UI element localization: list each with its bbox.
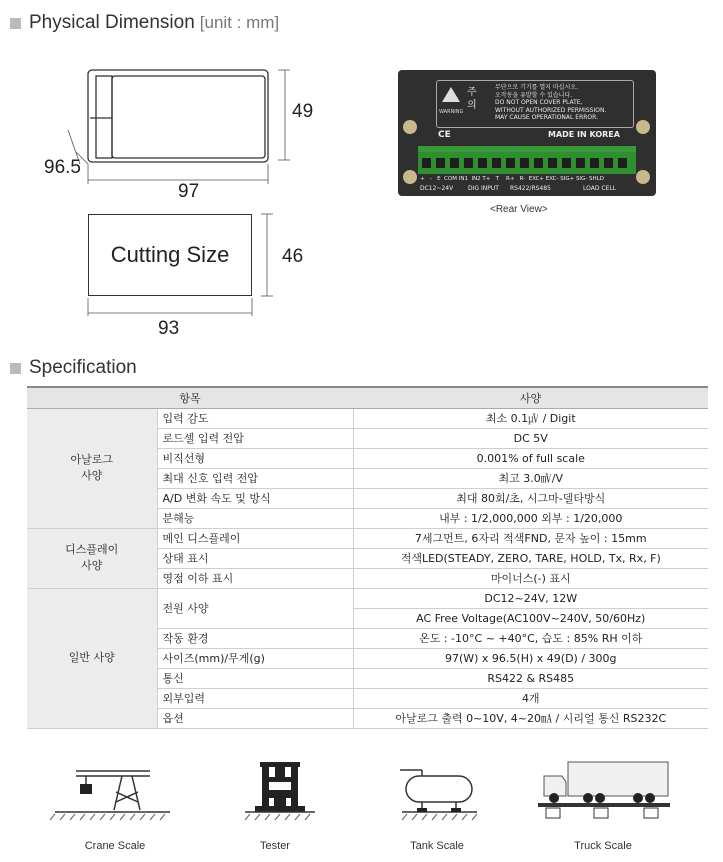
- device-drawing: [40, 60, 300, 200]
- spec-item: 영점 이하 표시: [157, 568, 353, 588]
- warning-word: WARNING: [439, 109, 464, 115]
- applications-row: [0, 752, 723, 862]
- cutting-dimension-lines: [85, 210, 285, 320]
- spec-table: [27, 386, 708, 729]
- warning-kr-line2: 오작동을 유발할 수 있습니다.: [495, 91, 573, 99]
- spec-item: 입력 감도: [157, 408, 353, 428]
- spec-item: 비직선형: [157, 448, 353, 468]
- screw-icon: [403, 170, 417, 184]
- spec-value: DC12~24V, 12W: [353, 588, 708, 608]
- cut-height-label: 46: [282, 246, 304, 267]
- dimension-unit: [unit : mm]: [199, 13, 280, 32]
- tester-icon: [200, 752, 350, 832]
- spec-value: 적색LED(STEADY, ZERO, TARE, HOLD, Tx, Rx, F): [353, 548, 708, 568]
- truck-icon: [528, 752, 678, 832]
- section-bullet: [10, 363, 21, 374]
- spec-value: RS422 & RS485: [353, 668, 708, 688]
- app-label: Tank Scale: [410, 840, 464, 852]
- table-row: [27, 588, 708, 608]
- dimension-section-title: [10, 12, 279, 34]
- crane-icon: [40, 752, 190, 832]
- dimension-width-label: 97: [178, 181, 200, 202]
- tank-icon: [362, 752, 512, 832]
- spec-item: 최대 신호 입력 전압: [157, 468, 353, 488]
- crane-load: [80, 784, 92, 794]
- rear-view-caption: <Rear View>: [490, 204, 548, 215]
- ce-mark: CE: [438, 130, 451, 140]
- warning-en-line2: WITHOUT AUTHORIZED PERMISSION.: [495, 106, 607, 114]
- spec-value: 내부 : 1/2,000,000 외부 : 1/20,000: [353, 508, 708, 528]
- screw-icon: [403, 120, 417, 134]
- spec-value: 97(W) x 96.5(H) x 49(D) / 300g: [353, 648, 708, 668]
- warning-en-line1: DO NOT OPEN COVER PLATE,: [495, 99, 583, 106]
- terminal-screws: [418, 152, 636, 174]
- dimension-depth-label: 96.5: [44, 157, 81, 178]
- table-row: [27, 528, 708, 548]
- spec-title: Specification: [29, 357, 137, 378]
- spec-group-general: 일반 사양: [27, 588, 157, 728]
- spec-item: 통신: [157, 668, 353, 688]
- spec-item: 옵션: [157, 708, 353, 728]
- spec-item: 외부입력: [157, 688, 353, 708]
- app-tester: [200, 752, 350, 852]
- dimension-height-label: 49: [292, 101, 314, 122]
- terminal-pins: + - E COM IN1 IN2 T+ T R+ R- EXC+ EXC- SIG+ SIG- SHLD: [420, 176, 604, 182]
- dimension-title: Physical Dimension: [29, 12, 195, 33]
- cut-width-label: 93: [158, 318, 180, 339]
- spec-value: AC Free Voltage(AC100V~240V, 50/60Hz): [353, 608, 708, 628]
- spec-group-display: 디스플레이 사양: [27, 528, 157, 588]
- spec-item: 로드셀 입력 전압: [157, 428, 353, 448]
- screw-icon: [636, 170, 650, 184]
- app-label: Tester: [260, 840, 290, 852]
- spec-value: 마이너스(-) 표시: [353, 568, 708, 588]
- spec-value: DC 5V: [353, 428, 708, 448]
- spec-head-item: 항목: [27, 387, 353, 408]
- app-crane-scale: [40, 752, 190, 852]
- rear-view-panel: [398, 70, 656, 196]
- terminal-group-rs: RS422/RS485: [510, 185, 551, 192]
- warning-en-line3: MAY CAUSE OPERATIONAL ERROR.: [495, 114, 598, 121]
- spec-value: 4개: [353, 688, 708, 708]
- app-tank-scale: [362, 752, 512, 852]
- spec-group-analog: 아날로그 사양: [27, 408, 157, 528]
- spec-value: 온도 : -10°C ~ +40°C, 습도 : 85% RH 이하: [353, 628, 708, 648]
- app-label: Crane Scale: [84, 840, 146, 852]
- spec-item: 메인 디스플레이: [157, 528, 353, 548]
- spec-value: 아날로그 출력 0~10V, 4~20㎃ / 시리얼 통신 RS232C: [353, 708, 708, 728]
- terminal-block: [418, 152, 636, 174]
- spec-value: 7세그먼트, 6자리 적색FND, 문자 높이 : 15mm: [353, 528, 708, 548]
- spec-item: 작동 환경: [157, 628, 353, 648]
- warning-triangle-icon: [442, 87, 460, 102]
- spec-item-power: 전원 사양: [157, 588, 353, 628]
- spec-item: A/D 변화 속도 및 방식: [157, 488, 353, 508]
- warning-label-box: [436, 80, 634, 128]
- spec-head-value: 사양: [353, 387, 708, 408]
- spec-item: 상태 표시: [157, 548, 353, 568]
- terminal-group-dig: DIG INPUT: [468, 185, 499, 192]
- warning-text: [495, 84, 606, 122]
- cutting-size-label: Cutting Size: [110, 242, 230, 267]
- section-bullet: [10, 18, 21, 29]
- spec-item: 분해능: [157, 508, 353, 528]
- spec-header-row: [27, 387, 708, 408]
- terminal-group-power: DC12~24V: [420, 185, 454, 192]
- warning-kr-line1: 무단으로 기기를 열지 마십시오.: [495, 84, 578, 91]
- table-row: [27, 408, 708, 428]
- terminal-group-loadcell: LOAD CELL: [583, 185, 617, 192]
- spec-value: 최대 80회/초, 시그마-델타방식: [353, 488, 708, 508]
- spec-value: 최소 0.1㎶ / Digit: [353, 408, 708, 428]
- caution-kr: 주 의: [467, 87, 477, 111]
- screw-icon: [636, 120, 650, 134]
- made-in-korea: MADE IN KOREA: [548, 130, 620, 139]
- app-label: Truck Scale: [574, 840, 632, 852]
- spec-item: 사이즈(mm)/무게(g): [157, 648, 353, 668]
- app-truck-scale: [528, 752, 678, 852]
- spec-value: 0.001% of full scale: [353, 448, 708, 468]
- spec-value: 최고 3.0㎷/V: [353, 468, 708, 488]
- spec-section-title: [10, 357, 137, 379]
